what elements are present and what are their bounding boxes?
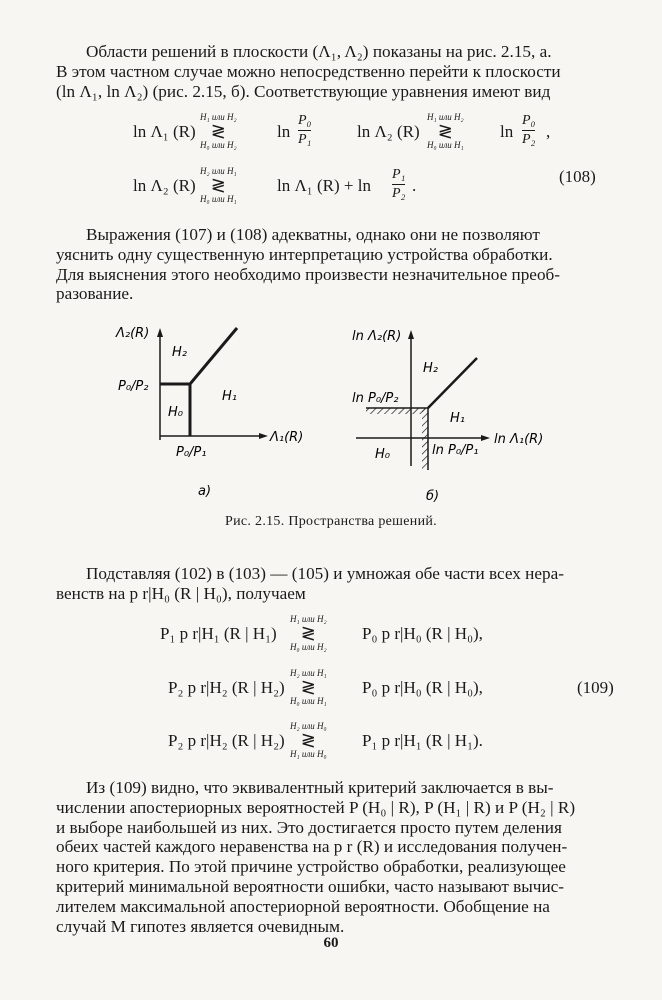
eq108-2-relation: H₁ или H₂ ≷ H₀ или H₁	[427, 112, 464, 150]
eq108-3-fraction: P₁ P₂	[392, 167, 406, 201]
text-line: лителем максимальной апостериорной вероятности. Обобщение на	[56, 896, 550, 916]
eq108-1-fraction: P₀ P₁	[298, 113, 312, 147]
paragraph-substitution	[56, 564, 612, 604]
x-tick-label: P₀/P₁	[176, 445, 207, 460]
text-line: обеих частей каждого неравенства на p r (R) и исследования получен-	[56, 837, 568, 857]
eq108-3-left: ln Λ₂ (R)	[133, 176, 196, 195]
figure-caption: Рис. 2.15. Пространства решений.	[225, 514, 437, 529]
boundary-h1-h2	[190, 328, 237, 384]
text-line: Выражения (107) и (108) адекватны, однако они не позволяют	[86, 225, 540, 244]
book-page: Области решений в плоскости (Λ₁, Λ₂) показаны на рис. 2.15, а. В этом частном случае можно непосредственно перейти к плоскости (ln Λ₁, ln Λ₂) (рис. 2.15, б). Соответствующие уравнения имеют вид ln Λ₁ (R) H₁ или H₂ ≷ H₀ или H₂ ln P₀ P₁ ln Λ₂ (R) H₁ или H₂ ≷ H₀ или H₁ ln P₀ P₂ , ln Λ₂ (R) H₂ или H₁ ≷ H₀ или H₁ ln Λ₁ (R) + ln P₁ P₂ . (108) Выражения (107) и (108) адекватны, однако они не позволяют уяснить одну существенную интерпретацию устройства обработки. Для выяснения этого необходимо произвести незначительное преоб- разование. Λ₂(R) Λ₁(R) P₀/P₂ P₀/P₁ H₀ H₁ H₂ а) ln Λ₂(R) ln Λ₁(R) ln P₀/P₂ ln P₀/P₁ H₀ H₁ H₂ б) Рис. 2.15. Пространства решений. Подставляя (102) в (103) — (105) и умножая обе части всех нера- венств на p r|H₀ (R | H₀), получаем P₁ p r|H₁ (R | H₁) H₁ или H₂ ≷ H₀ или H₂ P₀ p r|H₀ (R | H₀), P₂ p r|H₂ (R | H₂) H₂ или H₁ ≷ H₀ или H₁ P₀ p r|H₀ (R | H₀), (109) P₂ p r|H₂ (R | H₂) H₂ или H₀ ≷ H₁ или H₀ P₁ p r|H₁ (R | H₁). Из (109) видно, что эквивалентный критерий заключается в вы- числении апостериорных вероятностей P (H₀ | R), P (H₁ | R) и P (H₂ | R) и выборе наибольшей из них. Это достигается просто путем деления обеих частей каждого неравенства на p r (R) и исследования получен- ного критерия. По этой причине устройство обработки, реализующее критерий минимальной вероятности ошибки, часто называют вычис- лителем максимальной апостериорной вероятности. Обобщение на случай M гипотез является очевидным. 60	[0, 0, 662, 1000]
text-line: В этом частном случае можно непосредственно перейти к плоскости	[56, 61, 561, 81]
text-line: Из (109) видно, что эквивалентный критерий заключается в вы-	[86, 778, 554, 797]
panel-sublabel: б)	[426, 489, 440, 504]
eq108-2-fraction: P₀ P₂	[522, 113, 536, 147]
eq109-1-left: P₁ p r|H₁ (R | H₁)	[160, 624, 277, 643]
text-line: (ln Λ₁, ln Λ₂) (рис. 2.15, б). Соответствующие уравнения имеют вид	[56, 81, 551, 101]
eq109-3-relation: H₂ или H₀ ≷ H₁ или H₀	[290, 721, 327, 759]
page-number: 60	[323, 935, 339, 951]
hatched-boundary-vertical	[422, 408, 428, 470]
panel-sublabel: а)	[198, 484, 212, 499]
text-line: числении апостериорных вероятностей P (H₀ | R), P (H₁ | R) и P (H₂ | R)	[56, 797, 576, 817]
eq109-2-left: P₂ p r|H₂ (R | H₂)	[168, 678, 285, 697]
text-line: и выборе наибольшей из них. Это достигается просто путем деления	[56, 817, 562, 837]
y-axis-label: Λ₂(R)	[116, 326, 150, 341]
text-line: венств на p r|H₀ (R | H₀), получаем	[56, 583, 306, 603]
eq108-1-ln: ln	[277, 122, 291, 141]
text-line: критерий минимальной вероятности ошибки, часто называют вычис-	[56, 876, 565, 896]
region-h1-label: H₁	[222, 389, 237, 404]
paragraph-conclusion	[56, 778, 612, 936]
eq108-3-relation: H₂ или H₁ ≷ H₀ или H₁	[200, 166, 237, 204]
eq108-3-right: ln Λ₁ (R) + ln	[277, 176, 371, 195]
x-axis-arrow-icon	[259, 433, 268, 439]
paragraph-adequacy	[56, 225, 612, 304]
region-h1-label: H₁	[450, 411, 465, 426]
paragraph-intro	[56, 42, 612, 101]
figure-2-15	[0, 310, 662, 530]
x-axis-arrow-icon	[481, 435, 490, 441]
figure-panel-a	[115, 326, 303, 499]
eq108-1-relation: H₁ или H₂ ≷ H₀ или H₂	[200, 112, 237, 150]
text-line: случай M гипотез является очевидным.	[56, 916, 345, 936]
region-h2-label: H₂	[423, 361, 438, 376]
region-h2-label: H₂	[172, 345, 187, 360]
text-line: разование.	[56, 284, 134, 304]
y-axis-label: ln Λ₂(R)	[352, 329, 402, 344]
y-tick-label: P₀/P₂	[118, 379, 149, 394]
eq109-3-right: P₁ p r|H₁ (R | H₁).	[362, 731, 483, 750]
equation-number-109: (109)	[577, 678, 614, 697]
eq108-1-left: ln Λ₁ (R)	[133, 122, 196, 141]
region-h0-label: H₀	[375, 447, 390, 462]
y-axis-arrow-icon	[408, 330, 414, 339]
x-axis-label: Λ₁(R)	[270, 430, 304, 445]
eq109-1-right: P₀ p r|H₀ (R | H₀),	[362, 624, 483, 643]
x-tick-label: ln P₀/P₁	[432, 443, 479, 458]
y-axis-arrow-icon	[157, 328, 163, 337]
eq108-2-left: ln Λ₂ (R)	[357, 122, 420, 141]
hatched-boundary-horizontal	[366, 408, 428, 414]
eq109-2-relation: H₂ или H₁ ≷ H₀ или H₁	[290, 668, 327, 706]
eq109-1-relation: H₁ или H₂ ≷ H₀ или H₂	[290, 614, 327, 652]
text-line: Подставляя (102) в (103) — (105) и умножая обе части всех нера-	[86, 564, 564, 583]
eq109-2-right: P₀ p r|H₀ (R | H₀),	[362, 678, 483, 697]
eq108-2-ln: ln	[500, 122, 514, 141]
equation-number-108: (108)	[559, 167, 596, 186]
text-line: Для выяснения этого необходимо произвести незначительное преоб-	[56, 264, 560, 284]
region-h0-label: H₀	[168, 405, 183, 420]
eq109-3-left: P₂ p r|H₂ (R | H₂)	[168, 731, 285, 750]
text-line: Области решений в плоскости (Λ₁, Λ₂) показаны на рис. 2.15, а.	[86, 42, 552, 61]
figure-panel-b	[352, 329, 543, 504]
x-axis-label: ln Λ₁(R)	[494, 432, 544, 447]
text-line: ного критерия. По этой причине устройство обработки, реализующее	[56, 857, 566, 877]
y-tick-label: ln P₀/P₂	[352, 391, 399, 406]
text-line: уяснить одну существенную интерпретацию устройства обработки.	[56, 244, 553, 264]
